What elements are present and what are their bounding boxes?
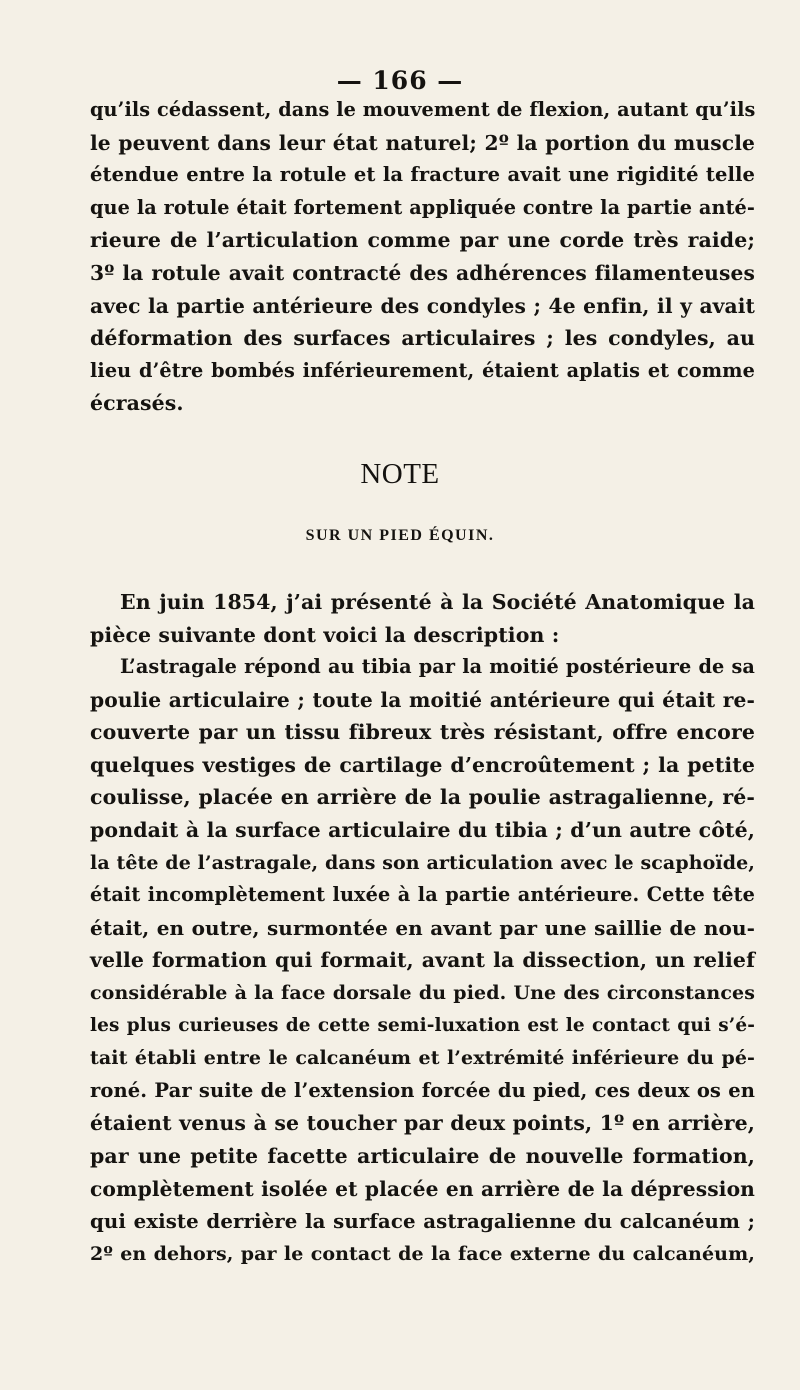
text-line: velle formation qui formait, avant la dissection, un relief [90, 948, 755, 973]
text-line: L’astragale répond au tibia par la moitié postérieure de sa [120, 655, 755, 678]
text-line: par une petite facette articulaire de nouvelle formation, [90, 1143, 755, 1168]
text-line: étaient venus à se toucher par deux points, 1º en arrière, [90, 1111, 755, 1136]
text-line: considérable à la face dorsale du pied. Une des circonstances [90, 981, 755, 1004]
text-line: les plus curieuses de cette semi-luxation est le contact qui s’é- [90, 1014, 755, 1036]
text-line: complètement isolée et placée en arrière de la dépression [90, 1176, 755, 1201]
text-line: quelques vestiges de cartilage d’encroûtement ; la petite [90, 752, 755, 777]
text-line: qu’ils cédassent, dans le mouvement de flexion, autant qu’ils [90, 98, 756, 121]
text-line: coulisse, placée en arrière de la poulie astragalienne, ré- [90, 785, 755, 810]
text-line: était, en outre, surmontée en avant par une saillie de nou- [90, 915, 755, 940]
text-line: 3º la rotule avait contracté des adhérences filamenteuses [90, 260, 755, 285]
text-line: était incomplètement luxée à la partie antérieure. Cette tête [90, 883, 755, 907]
text-line: pièce suivante dont voici la description : [90, 622, 560, 647]
section-title: NOTE [360, 458, 440, 490]
text-line: 2º en dehors, par le contact de la face externe du calcanéum, [90, 1242, 755, 1265]
text-line: En juin 1854, j’ai présenté à la Société Anatomique la [120, 590, 755, 614]
text-line: déformation des surfaces articulaires ; les condyles, au [90, 326, 755, 351]
text-line: étendue entre la rotule et la fracture avait une rigidité telle [90, 163, 755, 187]
text-line: que la rotule était fortement appliquée contre la partie anté- [90, 195, 755, 219]
paragraph-introduction [90, 586, 755, 651]
text-line: lieu d’être bombés inférieurement, étaient aplatis et comme [90, 358, 755, 382]
text-line: le peuvent dans leur état naturel; 2º la portion du muscle [90, 130, 755, 155]
text-line: tait établi entre le calcanéum et l’extrémité inférieure du pé- [90, 1047, 755, 1070]
page-number: — 166 — [336, 66, 464, 95]
paragraph-fracture-observation [90, 94, 755, 420]
text-line: couverte par un tissu fibreux très résistant, offre encore [90, 720, 755, 745]
text-line: poulie articulaire ; toute la moitié antérieure qui était re- [90, 687, 755, 712]
paragraph-description [90, 651, 755, 1270]
text-line: avec la partie antérieure des condyles ; 4e enfin, il y avait [90, 293, 755, 318]
text-line: rieure de l’articulation comme par une corde très raide; [90, 228, 755, 253]
text-line: qui existe derrière la surface astragalienne du calcanéum ; [90, 1209, 755, 1234]
text-line: écrasés. [90, 391, 184, 416]
text-line: la tête de l’astragale, dans son articulation avec le scaphoïde, [90, 851, 755, 874]
section-subtitle: SUR UN PIED ÉQUIN. [305, 527, 495, 544]
text-line: roné. Par suite de l’extension forcée du pied, ces deux os en [90, 1078, 755, 1102]
text-line: pondait à la surface articulaire du tibia ; d’un autre côté, [90, 817, 755, 842]
